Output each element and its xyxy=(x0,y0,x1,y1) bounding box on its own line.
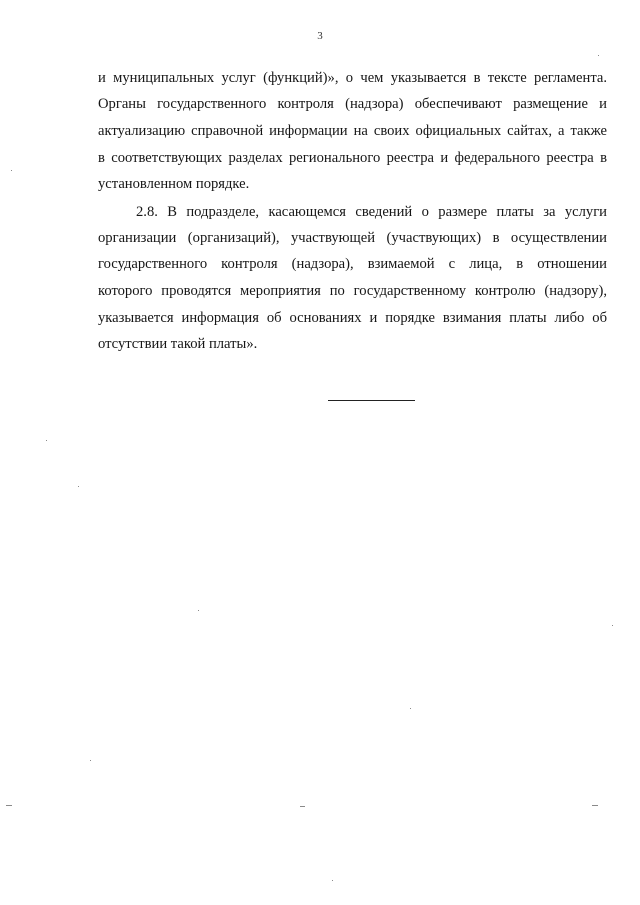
text-line: Органы государственного контроля (надзора) обеспечивают размещение и xyxy=(98,96,607,112)
scan-speck xyxy=(612,625,613,626)
text-line: государственного контроля (надзора), взимаемой с лица, в отношении xyxy=(98,256,607,272)
scan-speck xyxy=(90,760,91,761)
text-line: установленном порядке. xyxy=(98,176,250,192)
scan-mark xyxy=(592,805,598,806)
page-number: 3 xyxy=(317,30,323,42)
scan-speck xyxy=(598,55,599,56)
scan-speck xyxy=(198,610,199,611)
scan-speck xyxy=(410,708,411,709)
end-divider xyxy=(328,400,415,401)
scan-speck xyxy=(78,486,79,487)
text-line: и муниципальных услуг (функций)», о чем указывается в тексте регламента. xyxy=(98,70,607,86)
scan-mark xyxy=(300,806,305,807)
text-line: актуализацию справочной информации на своих официальных сайтах, а также xyxy=(98,123,607,139)
text-line: организации (организаций), участвующей (участвующих) в осуществлении xyxy=(98,230,607,246)
text-line: отсутствии такой платы». xyxy=(98,336,258,352)
scan-mark xyxy=(6,805,12,806)
text-line: 2.8. В подразделе, касающемся сведений о размере платы за услуги xyxy=(136,204,607,220)
text-line: в соответствующих разделах регионального реестра и федерального реестра в xyxy=(98,150,607,166)
scan-speck xyxy=(11,170,12,171)
scan-speck xyxy=(332,880,333,881)
scan-speck xyxy=(46,440,47,441)
text-line: которого проводятся мероприятия по государственному контролю (надзору), xyxy=(98,283,607,299)
text-line: указывается информация об основаниях и порядке взимания платы либо об xyxy=(98,310,607,326)
